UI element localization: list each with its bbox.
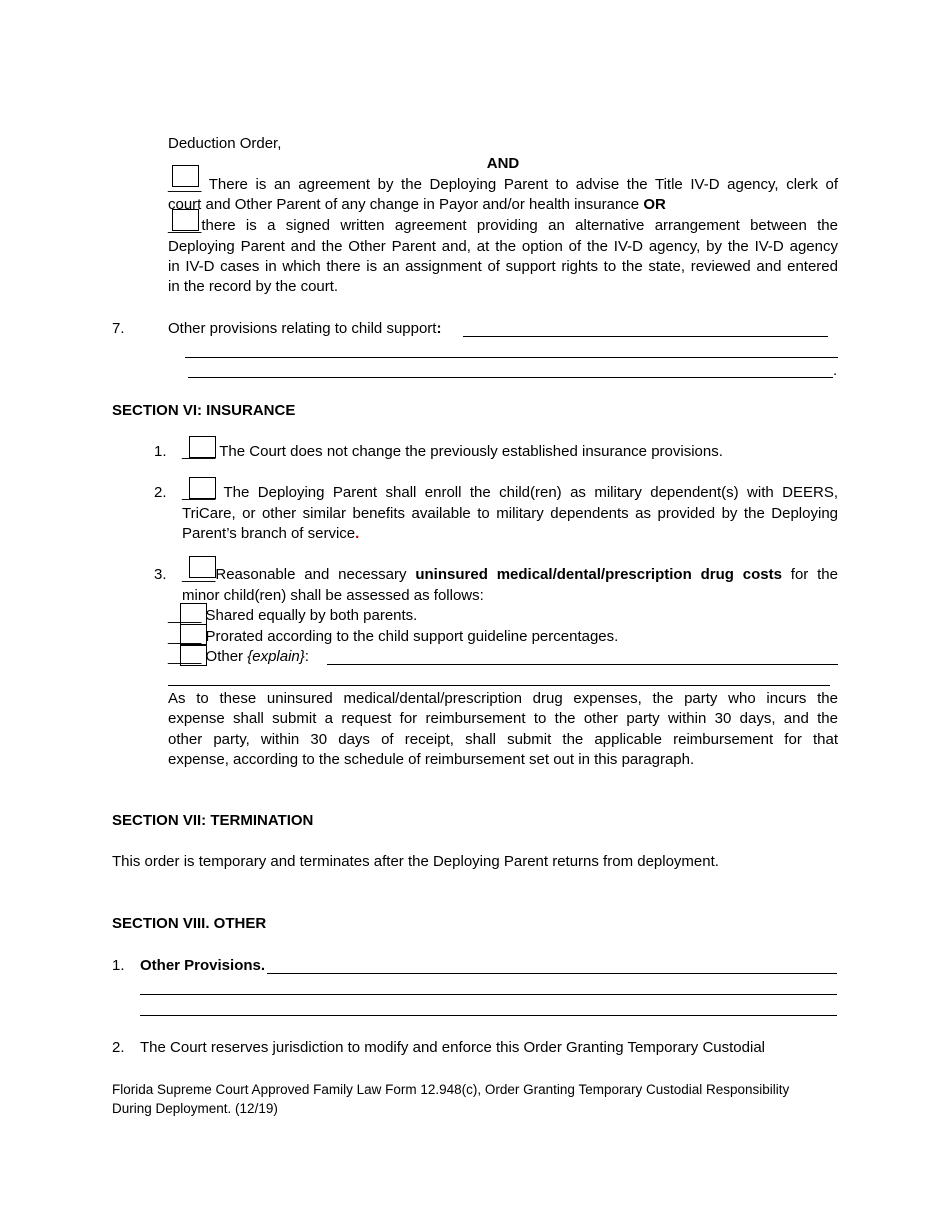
ins-item3-bold: uninsured medical/dental/prescription drug costs [415,566,782,583]
agreement2-line1: ____there is a signed written agreement providing an alternative arrangement between the [168,217,838,234]
agreement2-line2: Deploying Parent and the Other Parent and, at the option of the IV-D agency, by the IV-D agency [168,238,838,255]
ins-item1-number: 1. [154,443,167,460]
ins-item3-prefix: ____Reasonable and necessary [182,566,416,583]
ins-item1-text: ____ The Court does not change the previously established insurance provisions. [182,443,723,460]
agreement1-or: OR [643,196,666,213]
termination-text: This order is temporary and terminates after the Deploying Parent returns from deployment. [112,853,719,870]
footer-line1: Florida Supreme Court Approved Family Law Form 12.948(c), Order Granting Temporary Custodial Responsibility [112,1082,790,1097]
section8-heading: SECTION VIII. OTHER [112,915,267,932]
option-other-blank-line2[interactable] [168,685,830,686]
deduction-order-text: Deduction Order, [168,135,282,152]
ins-item3-line2: minor child(ren) shall be assessed as follows: [182,587,484,604]
ins-item2-line2: TriCare, or other similar benefits available to military dependents as provided by the Deploying [182,505,838,522]
ins-item2-dot: . [355,525,360,542]
option-other-colon: : [304,648,309,665]
reimbursement-para-line1: As to these uninsured medical/dental/prescription drug expenses, the party who incurs the [168,690,838,707]
option-shared-equally: ____ Shared equally by both parents. [168,607,418,624]
option-other-blank-line1[interactable] [327,664,838,665]
ins-item1-checkbox[interactable] [189,436,216,458]
agreement2-line4: in the record by the court. [168,278,339,295]
option-other-checkbox[interactable] [180,644,207,666]
other-item2-number: 2. [112,1039,125,1056]
reimbursement-para-line3: other party, within 30 days of receipt, shall submit the applicable reimbursement for that [168,731,838,748]
jurisdiction-text: The Court reserves jurisdiction to modify and enforce this Order Granting Temporary Custodial [140,1039,765,1056]
item7-colon: : [436,320,442,337]
item7-label: Other provisions relating to child support [168,320,437,337]
item7-blank-line1[interactable] [463,336,828,337]
item7-blank-line2[interactable] [185,357,838,358]
item7-number: 7. [112,320,125,337]
item7-period: . [833,362,838,379]
item7-label-wrap [168,319,441,339]
ins-item2-line1: ____ The Deploying Parent shall enroll the child(ren) as military dependent(s) with DEERS, [182,484,838,501]
and-heading: AND [486,155,520,172]
option-prorated: ____ Prorated according to the child support guideline percentages. [168,628,619,645]
item7-blank-line3[interactable] [188,377,833,378]
agreement2-checkbox[interactable] [172,209,199,231]
agreement1-line2 [168,195,666,215]
ins-item2-number: 2. [154,484,167,501]
ins-item2-line3-wrap [182,524,359,544]
reimbursement-para-line4: expense, according to the schedule of reimbursement set out in this paragraph. [168,751,695,768]
ins-item2-checkbox[interactable] [189,477,216,499]
ins-item3-number: 3. [154,566,167,583]
option-other-prefix: ____ Other [168,648,248,665]
option-other-explain: {explain} [247,648,305,665]
agreement1-checkbox[interactable] [172,165,199,187]
reimbursement-para-line2: expense shall submit a request for reimbursement to the other party within 30 days, and the [168,710,838,727]
agreement1-line2-text: court and Other Parent of any change in Payor and/or health insurance [168,196,644,213]
agreement2-line3: in IV-D cases in which there is an assignment of support rights to the state, reviewed and entered [168,258,838,275]
other-provisions-blank-line1[interactable] [267,973,837,974]
ins-item3-line1 [182,565,838,585]
section6-heading: SECTION VI: INSURANCE [112,402,296,419]
section7-heading: SECTION VII: TERMINATION [112,812,314,829]
other-provisions-blank-line3[interactable] [140,1015,837,1016]
other-item1-number: 1. [112,957,125,974]
option-shared-equally-checkbox[interactable] [180,603,207,625]
ins-item2-line3: Parent’s branch of service [182,525,356,542]
other-provisions-blank-line2[interactable] [140,994,837,995]
ins-item3-suffix: for the [781,566,838,583]
ins-item3-checkbox[interactable] [189,556,216,578]
agreement1-line1: ____ There is an agreement by the Deploying Parent to advise the Title IV-D agency, clerk of [168,176,838,193]
other-provisions-label: Other Provisions. [140,957,266,974]
footer-line2: During Deployment. (12/19) [112,1101,278,1116]
option-prorated-checkbox[interactable] [180,624,207,646]
